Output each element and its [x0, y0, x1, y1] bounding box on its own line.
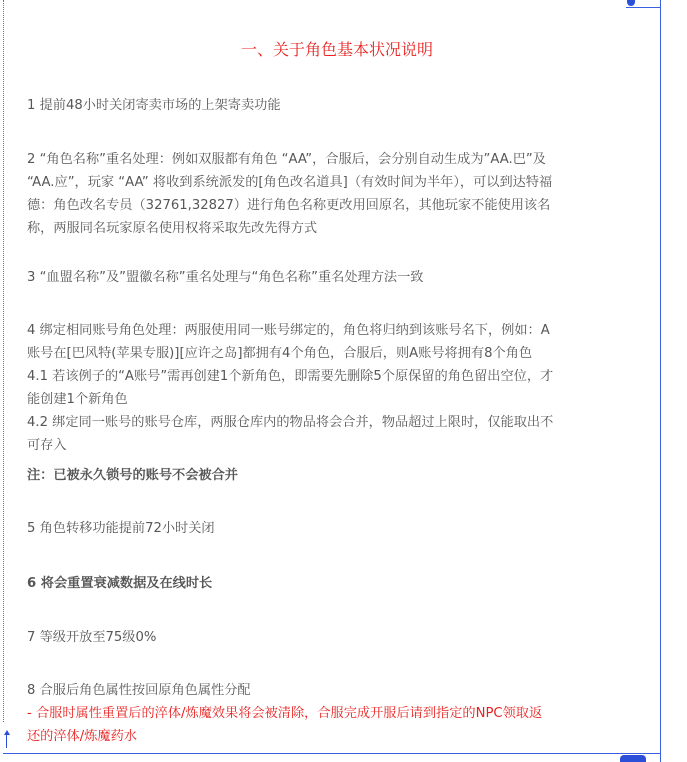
selection-frame-top	[626, 7, 660, 8]
scroll-up-arrow-shaft	[6, 734, 7, 748]
scroll-up-arrow-icon[interactable]	[4, 730, 10, 735]
section-8: 8 合服后角色属性按回原角色属性分配 - 合服时属性重置后的淬体/炼魔效果将会被清除，合服完成开服后请到指定的NPC领取返 还的淬体/炼魔药水	[27, 679, 647, 748]
section-6: 6 将会重置衰减数据及在线时长	[27, 576, 213, 591]
section-2	[27, 148, 647, 240]
section-4-line: 4.2 绑定同一账号的账号仓库，两服仓库内的物品将会合并，物品超过上限时，仅能取出不	[27, 415, 554, 430]
selection-frame-left	[3, 0, 4, 722]
section-4-line: 可存入	[27, 438, 67, 453]
section-7: 7 等级开放至75级0%	[27, 630, 157, 645]
section-2-line: “AA.应”，玩家 “AA” 将收到系统派发的[角色改名道具]（有效时间为半年），可以到达特福	[27, 175, 553, 190]
selection-frame-right	[660, 0, 661, 762]
selection-frame-bottom	[3, 753, 660, 754]
section-4-line: 能创建1个新角色	[27, 392, 128, 407]
section-4-line: 4 绑定相同账号角色处理：两服使用同一账号绑定的，角色将归纳到该账号名下，例如：A	[27, 323, 550, 338]
section-3: 3 “血盟名称”及”盟徽名称”重名处理与“角色名称”重名处理方法一致	[27, 270, 424, 285]
section-2-line: 2 “角色名称”重名处理：例如双服都有角色 “AA”，合服后，会分别自动生成为”AA.巴”及	[27, 152, 546, 167]
section-1: 1 提前48小时关闭寄卖市场的上架寄卖功能	[27, 98, 281, 113]
section-2-line: 德：角色改名专员（32761,32827）进行角色名称更改用回原名，其他玩家不能使用该名	[27, 198, 551, 213]
section-4	[27, 319, 647, 457]
page-title: 一、关于角色基本状况说明	[240, 40, 433, 59]
section-4-line: 4.1 若该例子的“A账号”需再创建1个新角色，即需要先删除5个原保留的角色留出空位，才	[27, 369, 554, 384]
section-8-warning-line: 还的淬体/炼魔药水	[27, 729, 137, 744]
resize-handle-bottom[interactable]	[620, 755, 646, 762]
lock-note: 注：已被永久锁号的账号不会被合并	[27, 468, 238, 483]
resize-handle-top[interactable]	[627, 0, 635, 6]
section-8-warning-line: - 合服时属性重置后的淬体/炼魔效果将会被清除，合服完成开服后请到指定的NPC领取返	[27, 706, 543, 721]
section-2-line: 称，两服同名玩家原名使用权将采取先改先得方式	[27, 221, 318, 236]
section-4-line: 账号在[巴风特(苹果专服)][应许之岛]都拥有4个角色，合服后，则A账号将拥有8个角色	[27, 346, 533, 361]
section-5: 5 角色转移功能提前72小时关闭	[27, 521, 215, 536]
